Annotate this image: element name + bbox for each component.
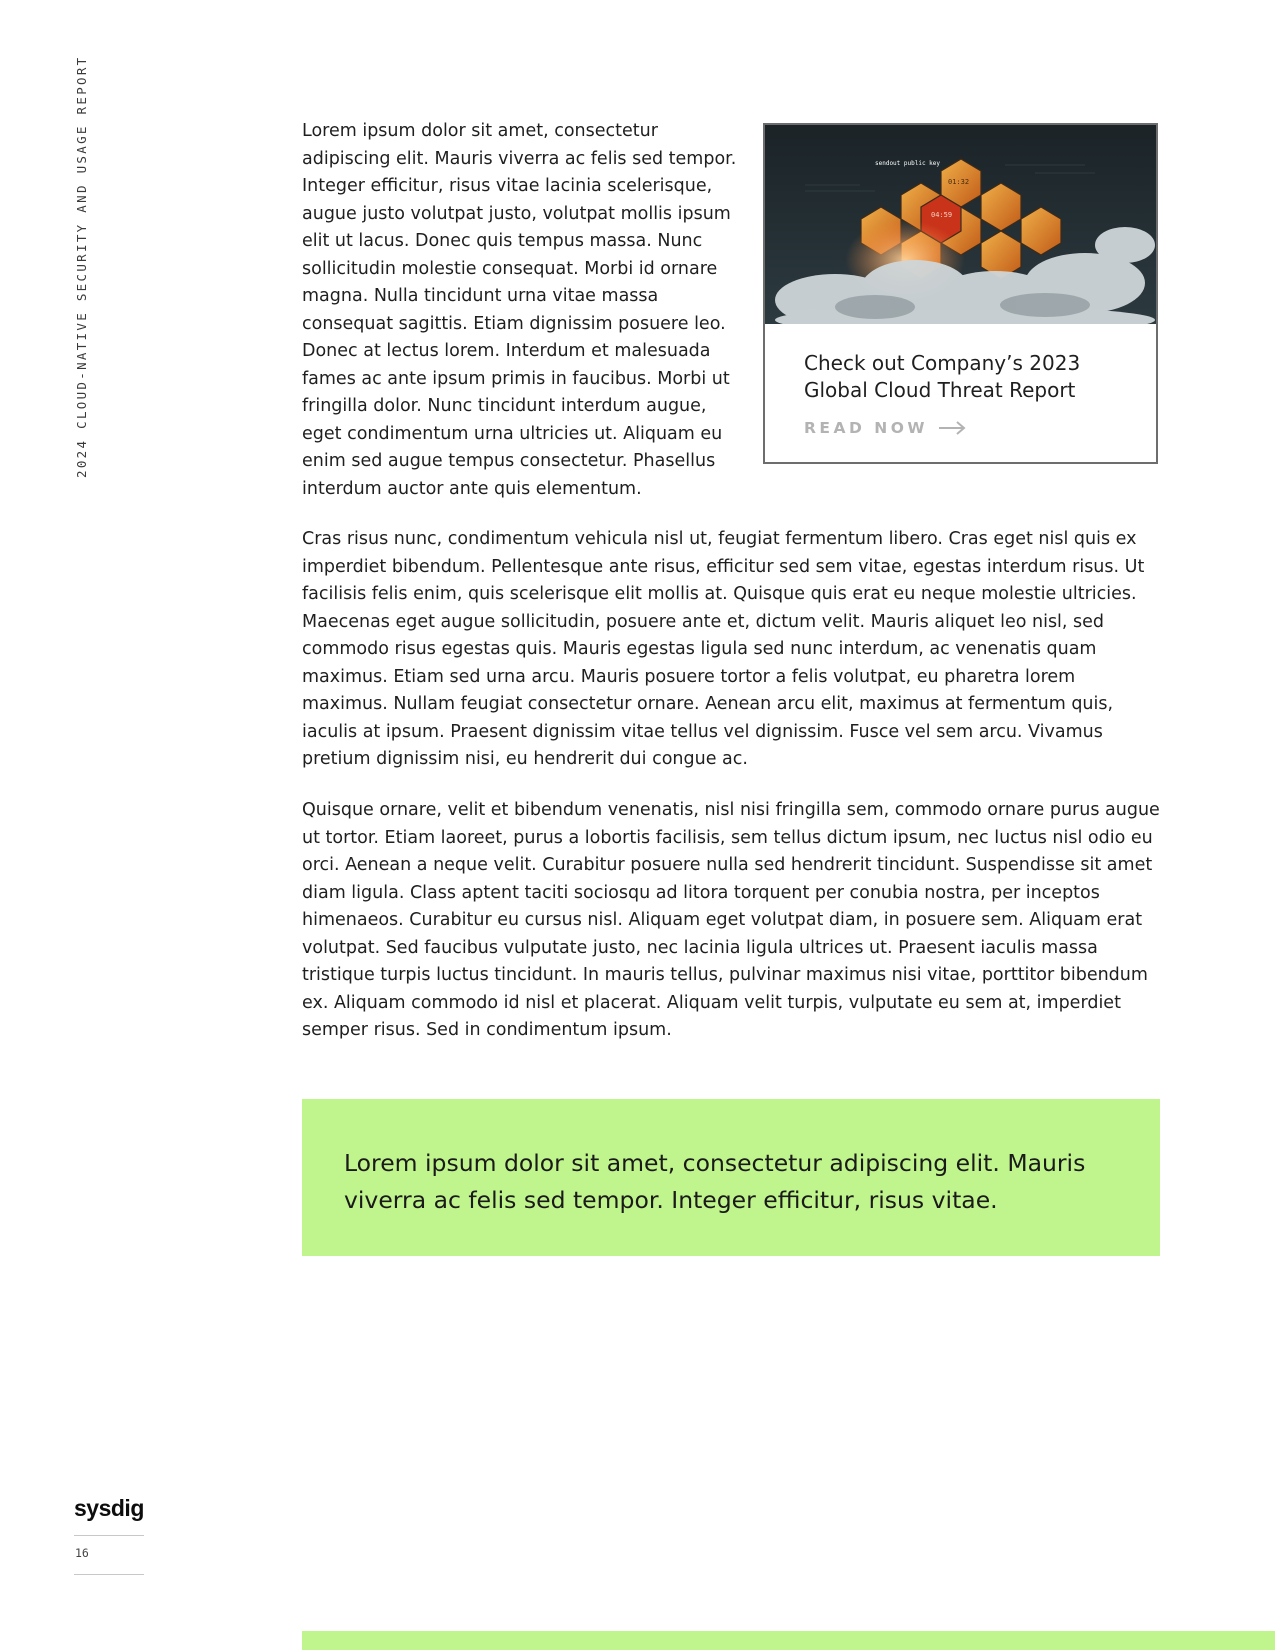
callout-box bbox=[302, 1099, 1160, 1256]
callout-text: Lorem ipsum dolor sit amet, consectetur adipiscing elit. Mauris viverra ac felis sed tempor. Integer efficitur, risus vitae. bbox=[344, 1149, 1086, 1214]
svg-text:sendout public key: sendout public key bbox=[875, 160, 941, 167]
report-side-title: 2024 CLOUD-NATIVE SECURITY AND USAGE REPORT bbox=[74, 55, 89, 478]
footer-divider-top bbox=[74, 1535, 144, 1536]
sysdig-logo: sysdig bbox=[74, 1495, 144, 1521]
svg-text:04:59: 04:59 bbox=[931, 211, 953, 219]
page-number: 16 bbox=[75, 1546, 89, 1560]
footer-divider-bottom bbox=[74, 1574, 144, 1575]
read-now-link[interactable] bbox=[804, 419, 966, 437]
bottom-accent-band bbox=[302, 1631, 1275, 1650]
svg-text:01:32: 01:32 bbox=[948, 178, 970, 186]
body-paragraph-3: Quisque ornare, velit et bibendum venenatis, nisl nisi fringilla sem, commodo ornare purus augue ut tortor. Etiam laoreet, purus a lobortis facilisis, sem tellus dictum ipsum, nec luctus nisl odio eu orci. Aenean a neque velit. Curabitur posuere nulla sed hendrerit tincidunt. Suspendisse sit amet diam ligula. Class aptent taciti sociosqu ad litora torquent per conubia nostra, per inceptos himenaeos. Curabitur eu cursus nisl. Aliquam eget volutpat diam, in posuere sem. Aliquam erat volutpat. Sed faucibus vulputate justo, nec lacinia ligula ultrices ut. Praesent iaculis massa tristique turpis luctus tincidunt. In mauris tellus, pulvinar maximus nisi vitae, porttitor bibendum ex. Aliquam commodo id nisl et placerat. Aliquam velit turpis, vulputate eu sem at, imperdiet semper risus. Sed in condimentum ipsum. bbox=[302, 800, 1160, 1040]
promo-card[interactable] bbox=[763, 123, 1158, 464]
promo-card-image bbox=[765, 125, 1156, 324]
promo-card-title: Check out Company’s 2023 Global Cloud Threat Report bbox=[804, 351, 1081, 402]
body-paragraph-2: Cras risus nunc, condimentum vehicula nisl ut, feugiat fermentum libero. Cras eget nisl quis ex imperdiet bibendum. Pellentesque ante risus, efficitur sed sem vitae, egestas interdum risus. Ut facilisis felis enim, quis scelerisque elit mollis at. Quisque quis erat eu neque molestie ultricies. Maecenas eget augue sollicitudin, posuere ante et, dictum velit. Mauris aliquet leo nisl, sed commodo risus egestas quis. Mauris egestas ligula sed nunc interdum, ac venenatis quam maximus. Etiam sed urna arcu. Mauris posuere tortor a felis volutpat, eu pharetra lorem maximus. Nullam feugiat consectetur ornare. Aenean arcu elit, maximus at fermentum quis, iaculis at ipsum. Praesent dignissim vitae tellus vel dignissim. Fusce vel sem arcu. Vivamus pretium dignissim nisi, eu hendrerit dui congue ac. bbox=[302, 529, 1145, 769]
read-now-label: READ NOW bbox=[804, 419, 929, 437]
body-paragraph-1: Lorem ipsum dolor sit amet, consectetur adipiscing elit. Mauris viverra ac felis sed tempor. Integer efficitur, risus vitae lacinia scelerisque, augue justo volutpat justo, volutpat mollis ipsum elit ut lacus. Donec quis tempus massa. Nunc sollicitudin molestie consequat. Morbi id ornare magna. Nulla tincidunt urna vitae massa consequat sagittis. Etiam dignissim posuere leo. Donec at lectus lorem. Interdum et malesuada fames ac ante ipsum primis in faucibus. Morbi ut fringilla dolor. Nunc tincidunt interdum augue, eget condimentum urna ultricies ut. Aliquam eu enim sed augue tempus consectetur. Phasellus interdum auctor ante quis elementum. bbox=[302, 121, 737, 499]
arrow-right-icon bbox=[938, 420, 966, 436]
